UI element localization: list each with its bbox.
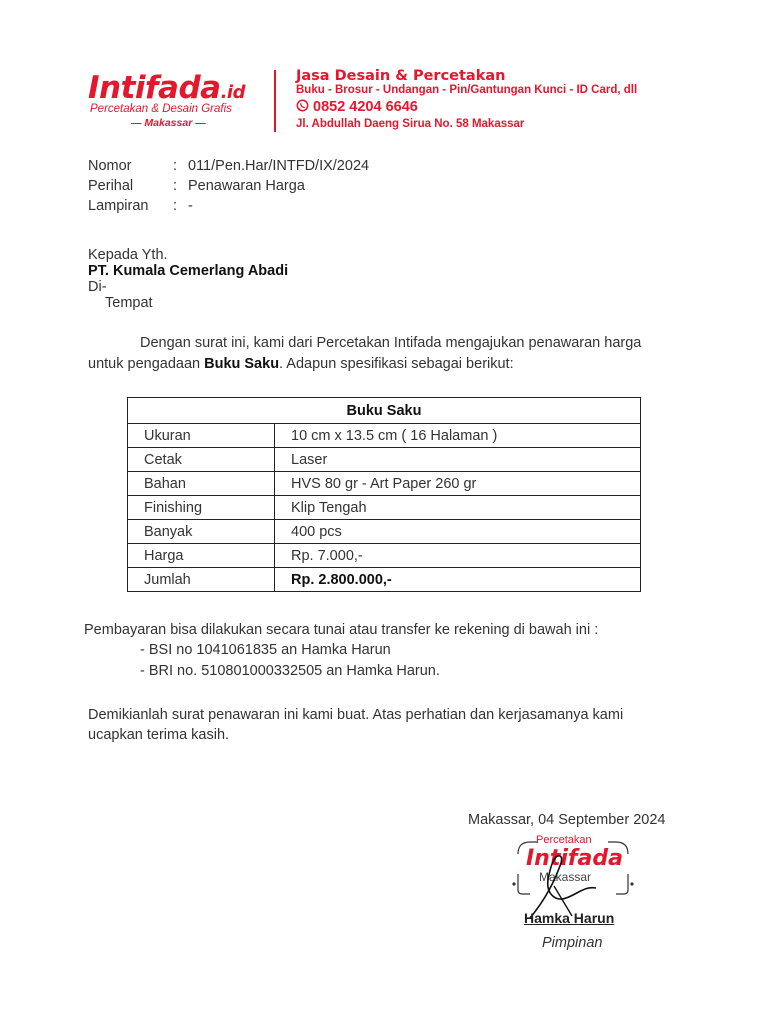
header-services: Buku - Brosur - Undangan - Pin/Gantungan Kunci - ID Card, dll: [296, 84, 638, 96]
logo-suffix-text: .id: [220, 82, 245, 103]
recipient-di: Di-: [88, 279, 107, 295]
logo-wordmark: [88, 70, 245, 106]
table-cell-label: Harga: [128, 544, 275, 568]
table-row: [128, 472, 641, 496]
recipient-greeting: Kepada Yth.: [88, 247, 168, 263]
signer-name: Hamka Harun: [524, 910, 615, 926]
intro-line-2: [88, 356, 514, 372]
logo-city: — Makassar —: [131, 117, 206, 129]
meta-label: Perihal: [88, 178, 134, 194]
table-cell-value: Laser: [275, 448, 641, 472]
meta-colon: :: [173, 158, 178, 174]
meta-value: -: [188, 198, 193, 214]
closing-line-2: ucapkan terima kasih.: [88, 727, 230, 743]
meta-label: Lampiran: [88, 198, 149, 214]
meta-row-nomor: [88, 158, 369, 174]
signer-title: Pimpinan: [542, 935, 603, 951]
intro-text: . Adapun spesifikasi sebagai berikut:: [279, 356, 514, 372]
table-cell-label: Jumlah: [128, 568, 275, 592]
meta-colon: :: [173, 198, 178, 214]
table-title: Buku Saku: [128, 398, 641, 424]
meta-row-lampiran: [88, 198, 193, 214]
table-header-row: [128, 398, 641, 424]
recipient-place: Tempat: [105, 295, 153, 311]
table-cell-label: Finishing: [128, 496, 275, 520]
header-title: Jasa Desain & Percetakan: [296, 68, 506, 84]
stamp-wordmark: Intifada: [526, 846, 623, 871]
header-address: Jl. Abdullah Daeng Sirua No. 58 Makassar: [296, 118, 525, 130]
payment-account-bri: - BRI no. 510801000332505 an Hamka Harun.: [140, 663, 440, 679]
closing-line-1: Demikianlah surat penawaran ini kami buat. Atas perhatian dan kerjasamanya kami: [88, 707, 624, 723]
table-row: [128, 448, 641, 472]
table-row: [128, 424, 641, 448]
logo-main-text: Intifada: [88, 70, 221, 106]
table-row: [128, 544, 641, 568]
meta-value: 011/Pen.Har/INTFD/IX/2024: [188, 158, 370, 174]
intro-line-1: Dengan surat ini, kami dari Percetakan Intifada mengajukan penawaran harga: [140, 335, 642, 351]
meta-row-perihal: [88, 178, 305, 194]
stamp-top-text: Percetakan: [536, 834, 592, 846]
meta-value: Penawaran Harga: [188, 178, 305, 194]
header-divider: [274, 70, 276, 132]
table-row: [128, 496, 641, 520]
table-cell-value: Rp. 7.000,-: [275, 544, 641, 568]
table-cell-value: 400 pcs: [275, 520, 641, 544]
header-phone: 0852 4204 6646: [313, 99, 418, 115]
table-cell-value: 10 cm x 13.5 cm ( 16 Halaman ): [275, 424, 641, 448]
table-cell-value: Klip Tengah: [275, 496, 641, 520]
table-row: [128, 520, 641, 544]
meta-label: Nomor: [88, 158, 132, 174]
table-cell-total: Rp. 2.800.000,-: [275, 568, 641, 592]
spec-table: [127, 397, 641, 592]
signature-place-date: Makassar, 04 September 2024: [468, 812, 666, 828]
table-cell-label: Bahan: [128, 472, 275, 496]
table-cell-label: Banyak: [128, 520, 275, 544]
recipient-company: PT. Kumala Cemerlang Abadi: [88, 263, 289, 279]
header-phone-row: [296, 99, 418, 115]
payment-account-bsi: - BSI no 1041061835 an Hamka Harun: [140, 642, 391, 658]
intro-product: Buku Saku: [204, 356, 280, 372]
table-row-total: [128, 568, 641, 592]
table-cell-value: HVS 80 gr - Art Paper 260 gr: [275, 472, 641, 496]
stamp-city: Makassar: [539, 870, 592, 884]
table-cell-label: Ukuran: [128, 424, 275, 448]
meta-colon: :: [173, 178, 178, 194]
logo-tagline: Percetakan & Desain Grafis: [90, 103, 232, 115]
whatsapp-icon: [296, 99, 309, 112]
intro-text: untuk pengadaan: [88, 356, 205, 372]
table-cell-label: Cetak: [128, 448, 275, 472]
payment-intro: Pembayaran bisa dilakukan secara tunai atau transfer ke rekening di bawah ini :: [84, 622, 599, 638]
